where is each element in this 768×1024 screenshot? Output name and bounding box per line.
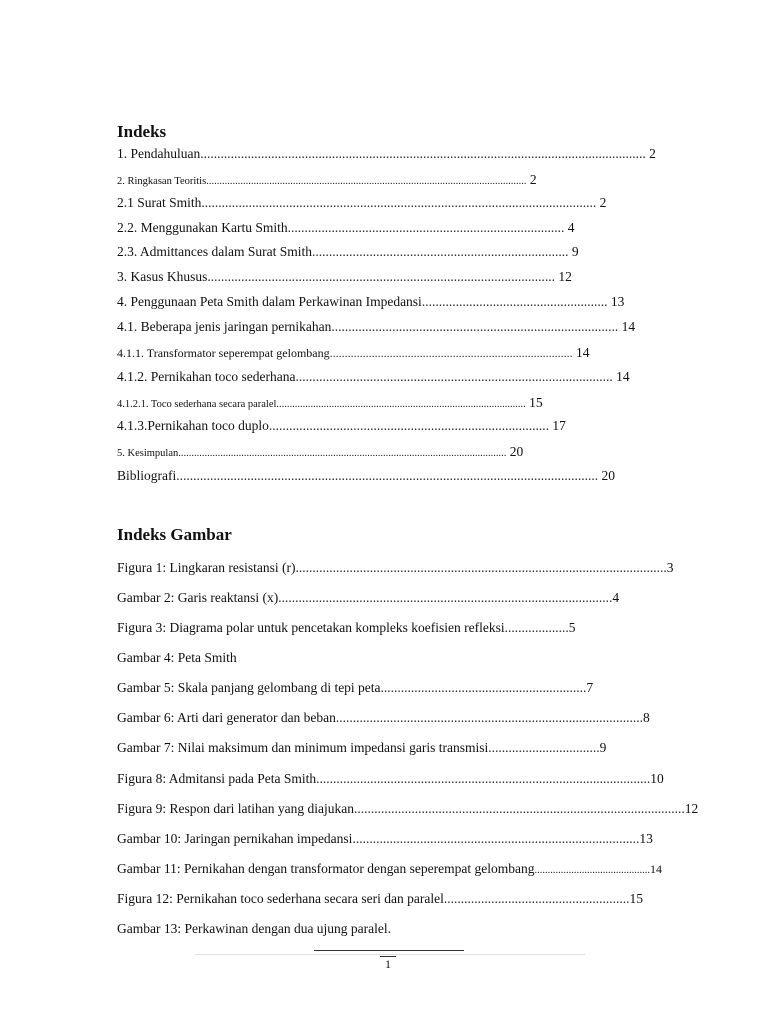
footer-divider xyxy=(314,950,464,951)
toc-entry[interactable] xyxy=(117,269,572,285)
leader-dots: ................................................................................................... xyxy=(316,771,651,786)
toc-entry[interactable] xyxy=(117,294,624,310)
toc-entry-page: 2 xyxy=(645,146,656,161)
leader-dots: ....................................................... xyxy=(421,294,608,309)
figure-entry-label: Figura 3: Diagrama polar untuk pencetakan kompleks koefisien refleksi xyxy=(117,620,505,635)
toc-entry-label: 2.3. Admittances dalam Surat Smith xyxy=(117,244,312,259)
figure-entry[interactable] xyxy=(117,590,619,606)
leader-dots: ................................. xyxy=(488,740,600,755)
toc-entry[interactable] xyxy=(117,319,635,335)
page-number: 1 xyxy=(380,956,396,972)
toc-entry[interactable] xyxy=(117,345,590,361)
figure-entry-label: Figura 1: Lingkaran resistansi (r) xyxy=(117,560,296,575)
figure-entry-page: 12 xyxy=(684,801,699,816)
toc-entry-label: 4.1. Beberapa jenis jaringan pernikahan xyxy=(117,319,332,334)
toc-entry[interactable] xyxy=(117,369,630,385)
toc-entry[interactable] xyxy=(117,468,615,484)
leader-dots: ............................................................................................................................. xyxy=(178,448,507,459)
toc-entry-page: 2 xyxy=(526,172,537,187)
figure-entry-label: Gambar 6: Arti dari generator dan beban xyxy=(117,710,336,725)
toc-entry-page: 15 xyxy=(525,395,543,410)
toc-entry[interactable] xyxy=(117,146,656,162)
toc-entry-label: Bibliografi xyxy=(117,468,177,483)
figure-entry[interactable] xyxy=(117,620,576,636)
figure-entry-page: 9 xyxy=(599,740,607,755)
figure-entry[interactable] xyxy=(117,891,643,907)
leader-dots: ....................................................................................................... xyxy=(207,269,556,284)
leader-dots: ............................................................................................................................. xyxy=(176,468,599,483)
figure-entry[interactable] xyxy=(117,771,664,787)
toc-entry-page: 20 xyxy=(598,468,615,483)
leader-dots: ................................................................................... xyxy=(268,418,549,433)
figure-entry-label: Gambar 2: Garis reaktansi (x) xyxy=(117,590,279,605)
toc-entry[interactable] xyxy=(117,418,566,434)
toc-entry-page: 4 xyxy=(564,220,575,235)
figure-entry-page: 14 xyxy=(649,862,662,876)
toc-entry-label: 2. Ringkasan Teoritis xyxy=(117,176,207,187)
figure-entry-label: Gambar 5: Skala panjang gelombang di tepi peta xyxy=(117,680,381,695)
figure-entry-label: Figura 12: Pernikahan toco sederhana secara seri dan paralel xyxy=(117,891,444,906)
leader-dots: .............................................................................................. xyxy=(295,369,613,384)
toc-entry-page: 9 xyxy=(568,244,579,259)
figure-entry[interactable] xyxy=(117,861,662,879)
leader-dots: ............................................................................................... xyxy=(276,399,526,410)
figures-title: Indeks Gambar xyxy=(117,525,232,544)
leader-dots: ................... xyxy=(504,620,569,635)
leader-dots: ............................................................. xyxy=(380,680,587,695)
figure-entry-page: 13 xyxy=(639,831,653,846)
figure-entry-page: 15 xyxy=(629,891,643,906)
toc-entry[interactable] xyxy=(117,444,523,462)
leader-dots: ............................................ xyxy=(534,865,650,876)
leader-dots: ....................................................... xyxy=(443,891,630,906)
toc-entry[interactable] xyxy=(117,172,537,190)
figure-entry[interactable] xyxy=(117,921,391,937)
toc-entry-label: 4.1.3.Pernikahan toco duplo xyxy=(117,418,269,433)
figure-entry-page: 4 xyxy=(612,590,620,605)
toc-entry-page: 13 xyxy=(607,294,625,309)
figure-entry[interactable] xyxy=(117,831,653,847)
toc-entry-label: 4.1.2. Pernikahan toco sederhana xyxy=(117,369,296,384)
figure-entry-label: Gambar 13: Perkawinan dengan dua ujung paralel. xyxy=(117,921,392,936)
leader-dots: ..................................................................................... xyxy=(331,319,619,334)
footer-divider-faint xyxy=(195,954,585,955)
toc-entry-page: 14 xyxy=(572,345,590,360)
toc-entry-label: 2.2. Menggunakan Kartu Smith xyxy=(117,220,288,235)
figure-entry[interactable] xyxy=(117,680,593,696)
toc-entry-page: 17 xyxy=(548,418,566,433)
toc-entry-label: 3. Kasus Khusus xyxy=(117,269,208,284)
leader-dots: ..................................................................................... xyxy=(352,831,640,846)
toc-entry-page: 2 xyxy=(596,195,607,210)
figure-entry-page: 5 xyxy=(568,620,576,635)
toc-entry-page: 14 xyxy=(618,319,636,334)
leader-dots: .................................................................................................................................... xyxy=(200,146,646,161)
figure-entry[interactable] xyxy=(117,650,237,666)
toc-entry[interactable] xyxy=(117,244,579,260)
figure-entry[interactable] xyxy=(117,740,606,756)
figure-entry-page: 10 xyxy=(650,771,664,786)
figure-entry[interactable] xyxy=(117,560,673,576)
leader-dots: ........................................................................................... xyxy=(335,710,644,725)
toc-entry-label: 5. Kesimpulan xyxy=(117,448,179,459)
toc-entry[interactable] xyxy=(117,395,543,413)
toc-entry-label: 4.1.2.1. Toco sederhana secara paralel xyxy=(117,399,277,410)
figure-entry-label: Gambar 11: Pernikahan dengan transformator dengan seperempat gelombang xyxy=(117,861,535,876)
figure-entry[interactable] xyxy=(117,801,698,817)
leader-dots: .............................................................................................................. xyxy=(295,560,667,575)
toc-entry-label: 1. Pendahuluan xyxy=(117,146,201,161)
leader-dots: .................................................................................................. xyxy=(353,801,685,816)
toc-entry[interactable] xyxy=(117,220,574,236)
leader-dots: ................................................................................. xyxy=(329,346,573,360)
toc-entry[interactable] xyxy=(117,195,606,211)
figure-entry-label: Gambar 7: Nilai maksimum dan minimum impedansi garis transmisi xyxy=(117,740,489,755)
figure-entry-label: Gambar 4: Peta Smith xyxy=(117,650,237,665)
figure-entry-page: 7 xyxy=(586,680,594,695)
leader-dots: .......................................................................................................................... xyxy=(206,176,527,187)
toc-entry-label: 2.1 Surat Smith xyxy=(117,195,202,210)
leader-dots: .................................................................................. xyxy=(287,220,565,235)
figure-entry-label: Figura 9: Respon dari latihan yang diajukan xyxy=(117,801,354,816)
toc-entry-page: 20 xyxy=(506,444,524,459)
figure-entry-page: 3 xyxy=(666,560,674,575)
toc-entry-page: 14 xyxy=(612,369,630,384)
figure-entry[interactable] xyxy=(117,710,650,726)
toc-entry-label: 4.1.1. Transformator seperempat gelombang xyxy=(117,346,330,360)
leader-dots: ................................................................................................... xyxy=(278,590,613,605)
leader-dots: ..................................................................................................................... xyxy=(201,195,597,210)
toc-entry-page: 12 xyxy=(555,269,572,284)
figure-entry-label: Figura 8: Admitansi pada Peta Smith xyxy=(117,771,317,786)
toc-entry-label: 4. Penggunaan Peta Smith dalam Perkawinan Impedansi xyxy=(117,294,422,309)
figure-entry-label: Gambar 10: Jaringan pernikahan impedansi xyxy=(117,831,353,846)
toc-title: Indeks xyxy=(117,122,167,141)
leader-dots: ............................................................................ xyxy=(311,244,569,259)
figure-entry-page: 8 xyxy=(643,710,650,725)
